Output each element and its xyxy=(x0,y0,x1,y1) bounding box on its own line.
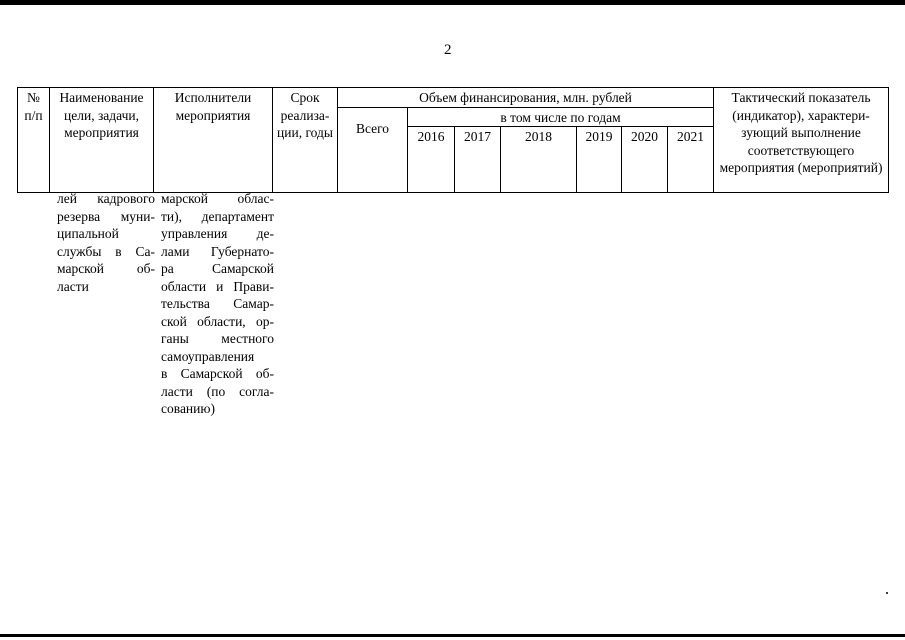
text-line: ра Самарской xyxy=(161,261,274,276)
text-line: сованию) xyxy=(161,401,215,416)
text-line: лами Губернато- xyxy=(161,243,274,259)
bottom-border xyxy=(0,634,905,637)
by-years-header: в том числе по годам xyxy=(408,107,714,127)
text-line: ласти (по согла- xyxy=(161,383,274,399)
col-total-header: Всего xyxy=(338,107,408,193)
text-line: ганы местного xyxy=(161,331,274,346)
text-line: ласти xyxy=(57,278,89,294)
text-line: лей кадрового xyxy=(57,191,155,206)
col-executors-header: Исполнители мероприятия xyxy=(154,88,273,193)
text-line: службы в Са- xyxy=(57,243,155,259)
header-table xyxy=(17,87,889,193)
text-line: ципальной xyxy=(57,226,119,241)
text-line: резерва муни- xyxy=(57,208,155,224)
text-line: тельства Самар- xyxy=(161,296,274,311)
year-header: 2016 xyxy=(408,127,455,193)
executors-column-text xyxy=(161,190,274,418)
top-border xyxy=(0,0,905,5)
text-line: управления де- xyxy=(161,226,274,241)
year-header: 2017 xyxy=(455,127,501,193)
text-line: ской области, ор- xyxy=(161,313,274,329)
funding-header: Объем финансирования, млн. рублей xyxy=(338,88,714,108)
page-number: 2 xyxy=(444,42,452,58)
col-name-header: Наименование цели, задачи, мероприятия xyxy=(50,88,154,193)
text-line: в Самарской об- xyxy=(161,366,274,381)
col-term-header: Срок реализа- ции, годы xyxy=(273,88,338,193)
scan-speck xyxy=(886,592,888,594)
col-indicator-header: Тактический показатель (индикатор), характери- зующий выполнение соответствующего мероприятия (мероприятий) xyxy=(714,88,889,193)
name-column-text xyxy=(57,190,155,295)
text-line: области и Прави- xyxy=(161,278,274,294)
year-header: 2021 xyxy=(668,127,714,193)
text-line: ти), департамент xyxy=(161,208,274,224)
text-line: марской облас- xyxy=(161,191,274,206)
text-line: марской об- xyxy=(57,261,155,276)
year-header: 2020 xyxy=(622,127,668,193)
year-header: 2018 xyxy=(501,127,577,193)
text-line: самоуправления xyxy=(161,348,255,364)
col-num-header: № п/п xyxy=(18,88,50,193)
year-header: 2019 xyxy=(577,127,622,193)
